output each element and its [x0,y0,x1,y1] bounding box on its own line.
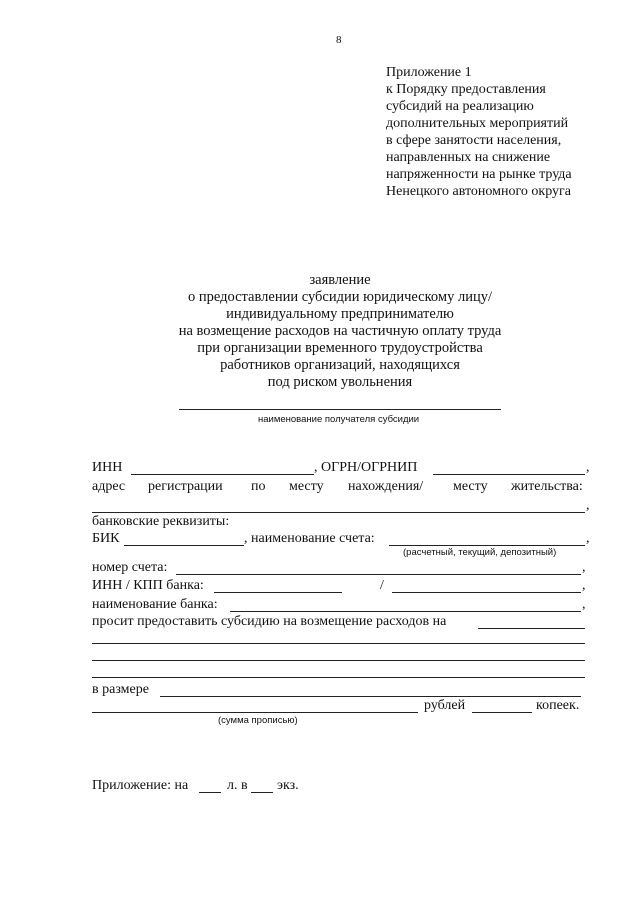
address-word: адрес [92,479,126,494]
comma: , [582,560,586,575]
amount-words-field[interactable] [92,712,418,713]
slash: / [380,578,384,593]
comma: , [586,498,590,513]
title-line: о предоставлении субсидии юридическому лицу/ [187,289,492,305]
request-purpose-line[interactable] [92,677,585,678]
address-word: месту [289,479,324,494]
title-line: под риском увольнения [267,374,413,390]
account-number-label: номер счета: [92,560,168,575]
attachment-label: Приложение: на [92,778,189,793]
address-word: по [251,479,266,494]
kopecks-field[interactable] [472,712,532,713]
ogrn-field[interactable] [433,474,585,475]
account-type-caption: (расчетный, текущий, депозитный) [403,547,557,558]
title-line: при организации временного трудоустройства [197,340,483,356]
request-purpose-line[interactable] [92,643,585,644]
comma: , [582,597,586,612]
request-text: просит предоставить субсидию на возмещение расходов на [92,614,447,629]
appendix-line: Ненецкого автономного округа [386,184,571,199]
title-line: на возмещение расходов на частичную оплату труда [178,323,502,339]
recipient-caption: наименование получателя субсидии [258,414,420,425]
title-line: индивидуальному предпринимателю [226,306,454,322]
appendix-line: в сфере занятости населения, [386,133,562,148]
address-word: нахождения/ [348,479,424,494]
page-number: 8 [336,34,342,46]
attachment-copies-label: экз. [277,778,299,793]
inn-field[interactable] [131,474,314,475]
request-purpose-line[interactable] [92,660,585,661]
kopecks-label: копеек. [536,698,580,713]
ogrn-label: , ОГРН/ОГРНИП [314,460,418,475]
account-name-label: , наименование счета: [244,531,375,546]
bank-inn-field[interactable] [214,592,342,593]
application-title [120,272,560,391]
bik-label: БИК [92,531,120,546]
appendix-line: Приложение 1 [386,65,472,80]
amount-label: в размере [92,682,149,697]
appendix-line: к Порядку предоставления [386,82,546,97]
comma: , [586,531,590,546]
inn-label: ИНН [92,460,123,475]
amount-field[interactable] [160,696,581,697]
rubles-label: рублей [424,698,466,713]
address-field[interactable] [92,512,585,513]
title-line: заявление [309,272,371,288]
bik-field[interactable] [124,545,244,546]
attachment-pages-field[interactable] [199,792,221,793]
attachment-pages-label: л. в [227,778,248,793]
bank-name-label: наименование банка: [92,597,218,612]
appendix-header [386,64,572,200]
request-purpose-field[interactable] [478,628,585,629]
account-number-field[interactable] [176,574,581,575]
account-name-field[interactable] [389,545,585,546]
bank-name-field[interactable] [230,611,581,612]
title-line: работников организаций, находящихся [220,357,460,373]
appendix-line: субсидий на реализацию [386,99,534,114]
amount-caption: (сумма прописью) [218,715,298,726]
address-word: регистрации [148,479,223,494]
address-word: жительства: [511,479,583,494]
appendix-line: направленных на снижение [386,150,551,165]
appendix-line: дополнительных мероприятий [386,116,569,131]
attachment-copies-field[interactable] [251,792,273,793]
comma: , [582,578,586,593]
bank-kpp-field[interactable] [392,592,581,593]
bank-inn-kpp-label: ИНН / КПП банка: [92,578,204,593]
comma: , [586,460,590,475]
address-word: месту [453,479,488,494]
recipient-name-field[interactable] [179,409,501,410]
appendix-line: напряженности на рынке труда [386,167,572,182]
bank-details-label: банковские реквизиты: [92,514,230,529]
